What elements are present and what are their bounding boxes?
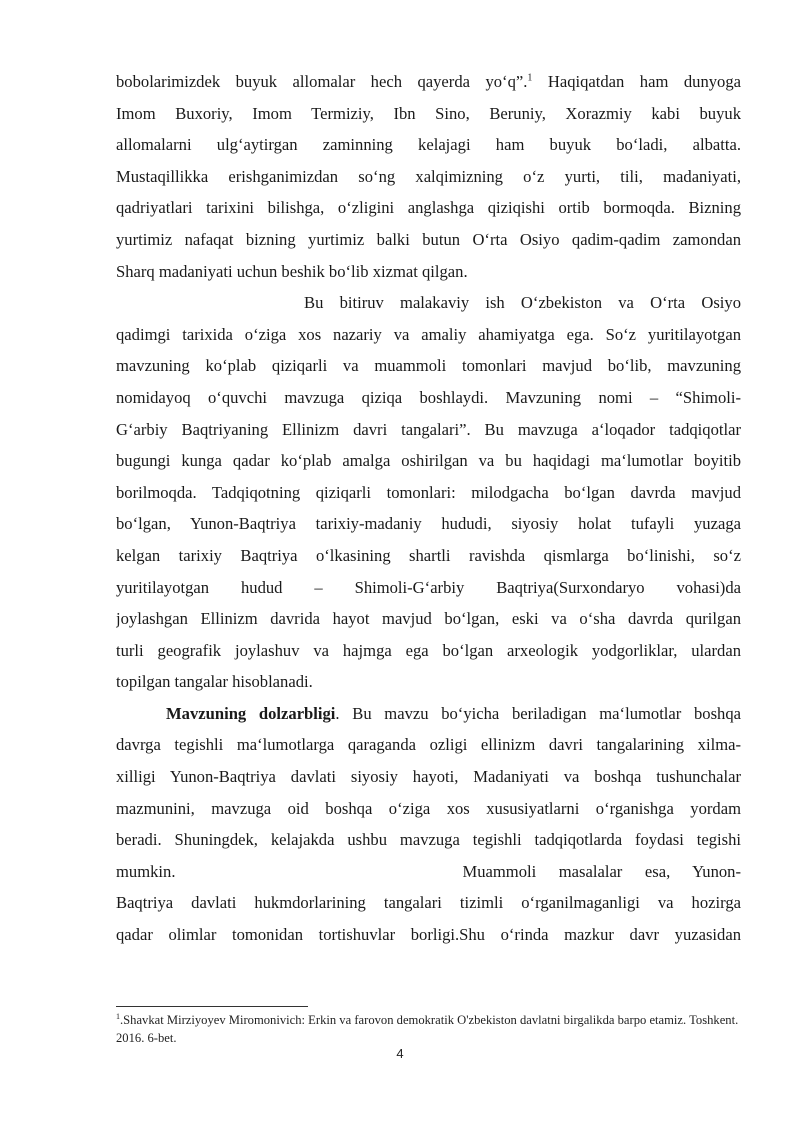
text-line-20: topilgan tangalar hisoblanadi. <box>116 672 313 692</box>
text-line-14: borilmoqda. Tadqiqotning qiziqarli tomonlari: milodgacha bo‘lgan davrda mavjud <box>116 482 741 502</box>
text-line-13: bugungi kunga qadar ko‘plab amalga oshirilgan va bu haqidagi ma‘lumotlar boyitib <box>116 451 741 471</box>
text-line-4: Mustaqillikka erishganimizdan so‘ng xalqimizning o‘z yurti, tili, madaniyati, <box>116 166 741 186</box>
text-line-11: nomidayoq o‘quvchi mavzuga qiziqa boshlaydi. Mavzuning nomi – “Shimoli- <box>116 387 741 407</box>
text-line-27: Baqtriya davlati hukmdorlarining tangalari tizimli o‘rganilmaganligi va hozirga <box>116 893 741 913</box>
page-number: 4 <box>396 1046 404 1061</box>
text-line-23: xilligi Yunon-Baqtriya davlati siyosiy hayoti, Madaniyati va boshqa tushunchalar <box>116 767 741 787</box>
footnote <box>116 1011 746 1047</box>
text-line-21: Mavzuning dolzarbligi. Bu mavzu bo‘yicha beriladigan ma‘lumotlar boshqa <box>166 703 741 723</box>
section-heading-inline: Mavzuning dolzarbligi <box>166 703 336 723</box>
text-line-2: Imom Buxoriy, Imom Termiziy, Ibn Sino, Beruniy, Xorazmiy kabi buyuk <box>116 103 741 123</box>
document-body <box>116 66 741 951</box>
text-line-22: davrga tegishli ma‘lumotlarga qaraganda ozligi ellinizm davri tangalarining xilma- <box>116 735 741 755</box>
text-line-3: allomalarni ulg‘aytirgan zaminning kelajagi ham buyuk bo‘ladi, albatta. <box>116 135 741 155</box>
text-line-7: Sharq madaniyati uchun beshik bo‘lib xizmat qilgan. <box>116 261 468 281</box>
text-line-17: yuritilayotgan hudud – Shimoli-G‘arbiy Baqtriya(Surxondaryo vohasi)da <box>116 577 741 597</box>
text-line-24: mazmunini, mavzuga oid boshqa o‘ziga xos xususiyatlarni o‘rganishga yordam <box>116 798 741 818</box>
footnote-text: .Shavkat Mirziyoyev Miromonivich: Erkin va farovon demokratik O'zbekiston davlatni birgalikda barpo etamiz. Toshkent. 2016. 6-bet. <box>116 1013 739 1045</box>
text-line-10: mavzuning ko‘plab qiziqarli va muammoli tomonlari mavjud bo‘lib, mavzuning <box>116 356 741 376</box>
text-line-28: qadar olimlar tomonidan tortishuvlar borligi.Shu o‘rinda mazkur davr yuzasidan <box>116 925 741 945</box>
text-line-9: qadimgi tarixida o‘ziga xos nazariy va amaliy ahamiyatga ega. So‘z yuritilayotgan <box>116 324 741 344</box>
footnote-ref: 1 <box>527 72 533 84</box>
text-line-6: yurtimiz nafaqat bizning yurtimiz balki butun O‘rta Osiyo qadim-qadim zamondan <box>116 229 741 249</box>
text-line-5: qadriyatlari tarixini bilishga, o‘zligini anglashga qiziqishi ortib bormoqda. Bizning <box>116 198 741 218</box>
text-line-1: bobolarimizdek buyuk allomalar hech qayerda yo‘q”.$^1$ Haqiqatdan ham dunyoga <box>116 72 741 91</box>
footnote-separator <box>116 1006 308 1007</box>
text-line-26: mumkin. Muammoli masalalar esa, Yunon- <box>116 861 741 881</box>
text-line-12: G‘arbiy Baqtriyaning Ellinizm davri tangalari”. Bu mavzuga a‘loqador tadqiqotlar <box>116 419 741 439</box>
footnote-marker: 1 <box>116 1011 120 1021</box>
text-line-18: joylashgan Ellinizm davrida hayot mavjud bo‘lgan, eski va o‘sha davrda qurilgan <box>116 609 741 629</box>
text-line-16: kelgan tarixiy Baqtriya o‘lkasining shartli ravishda qismlarga bo‘linishi, so‘z <box>116 545 741 565</box>
text-line-19: turli geografik joylashuv va hajmga ega bo‘lgan arxeologik yodgorliklar, ulardan <box>116 640 741 660</box>
text-line-15: bo‘lgan, Yunon-Baqtriya tarixiy-madaniy hududi, siyosiy holat tufayli yuzaga <box>116 514 741 534</box>
text-line-8: Bu bitiruv malakaviy ish O‘zbekiston va O‘rta Osiyo <box>304 293 741 313</box>
text-line-25: beradi. Shuningdek, kelajakda ushbu mavzuga tegishli tadqiqotlarda foydasi tegishi <box>116 830 741 850</box>
